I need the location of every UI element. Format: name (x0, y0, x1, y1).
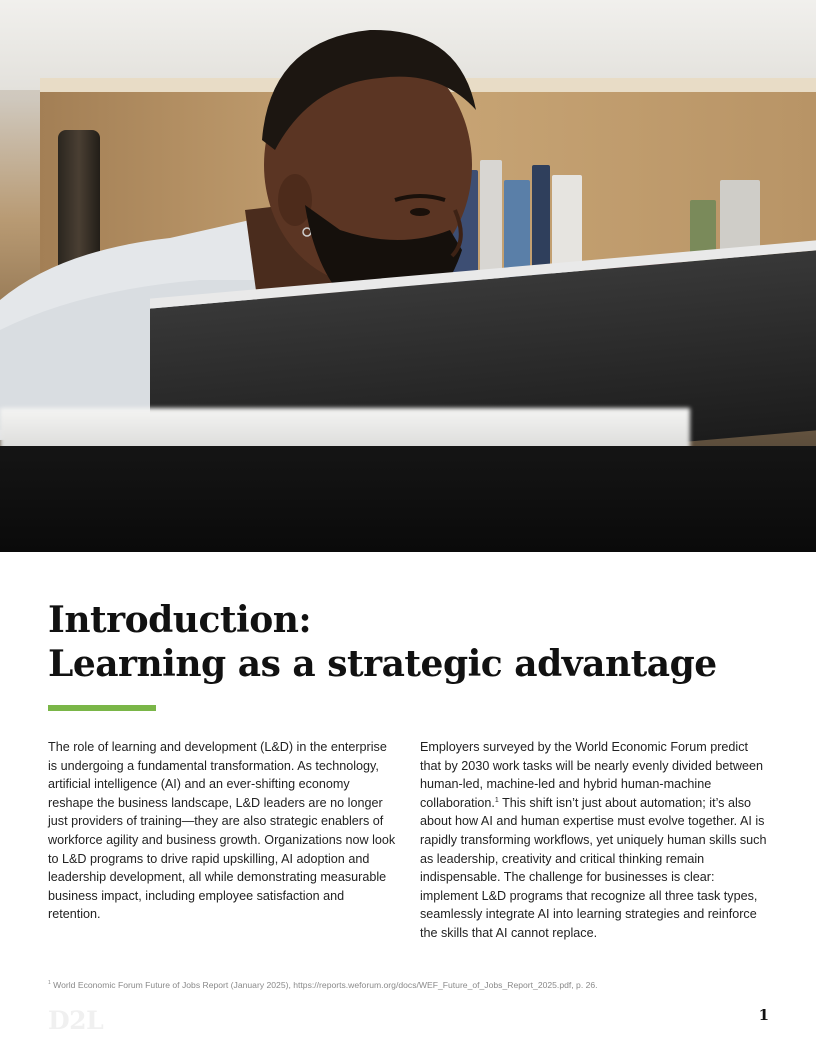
body-right-text-2: This shift isn’t just about automation; it’s also about how AI and human expertise must evolve together. AI is rapidly transforming workflows, yet uniquely human skills such as leadership, creativity and critical thinking remain indispensable. The challenge for businesses is clear: implement L&D programs that recognize all three task types, seamlessly integrate AI into learning strategies and reinforce the skills that AI cannot replace. (420, 795, 767, 940)
title-line-1: Introduction: (48, 599, 312, 641)
body-right-text-1: Employers surveyed by the World Economic Forum predict that by 2030 work tasks will be nearly evenly divided between human-led, machine-led and hybrid human-machine collaboration. (420, 740, 764, 810)
footnote (48, 979, 768, 991)
title-accent-bar (48, 705, 156, 711)
footnote-marker: 1 (48, 980, 51, 987)
footnote-text: World Economic Forum Future of Jobs Report (January 2025), https://reports.weforum.org/docs/WEF_Future_of_Jobs_Report_2025.pdf, p. 26. (50, 980, 598, 990)
title-line-2: Learning as a strategic advantage (48, 643, 717, 685)
body-column-right (420, 738, 772, 943)
page-title (48, 598, 768, 686)
footnote-reference[interactable]: 1 (494, 796, 499, 804)
page-number: 1 (758, 1006, 769, 1024)
d2l-logo: D2L (48, 1006, 104, 1035)
monitor-front (0, 446, 816, 552)
body-column-left: The role of learning and development (L&D) in the enterprise is undergoing a fundamental transformation. As technology, artificial intelligence (AI) and an ever-shifting economy reshape the business landscape, L&D leaders are no longer just providers of training—they are also strategic enablers of workforce agility and business growth. Organizations now look to L&D programs to drive rapid upskilling, AI adoption and leadership development, all while demonstrating measurable business impact, including employee satisfaction and retention. (48, 740, 396, 922)
